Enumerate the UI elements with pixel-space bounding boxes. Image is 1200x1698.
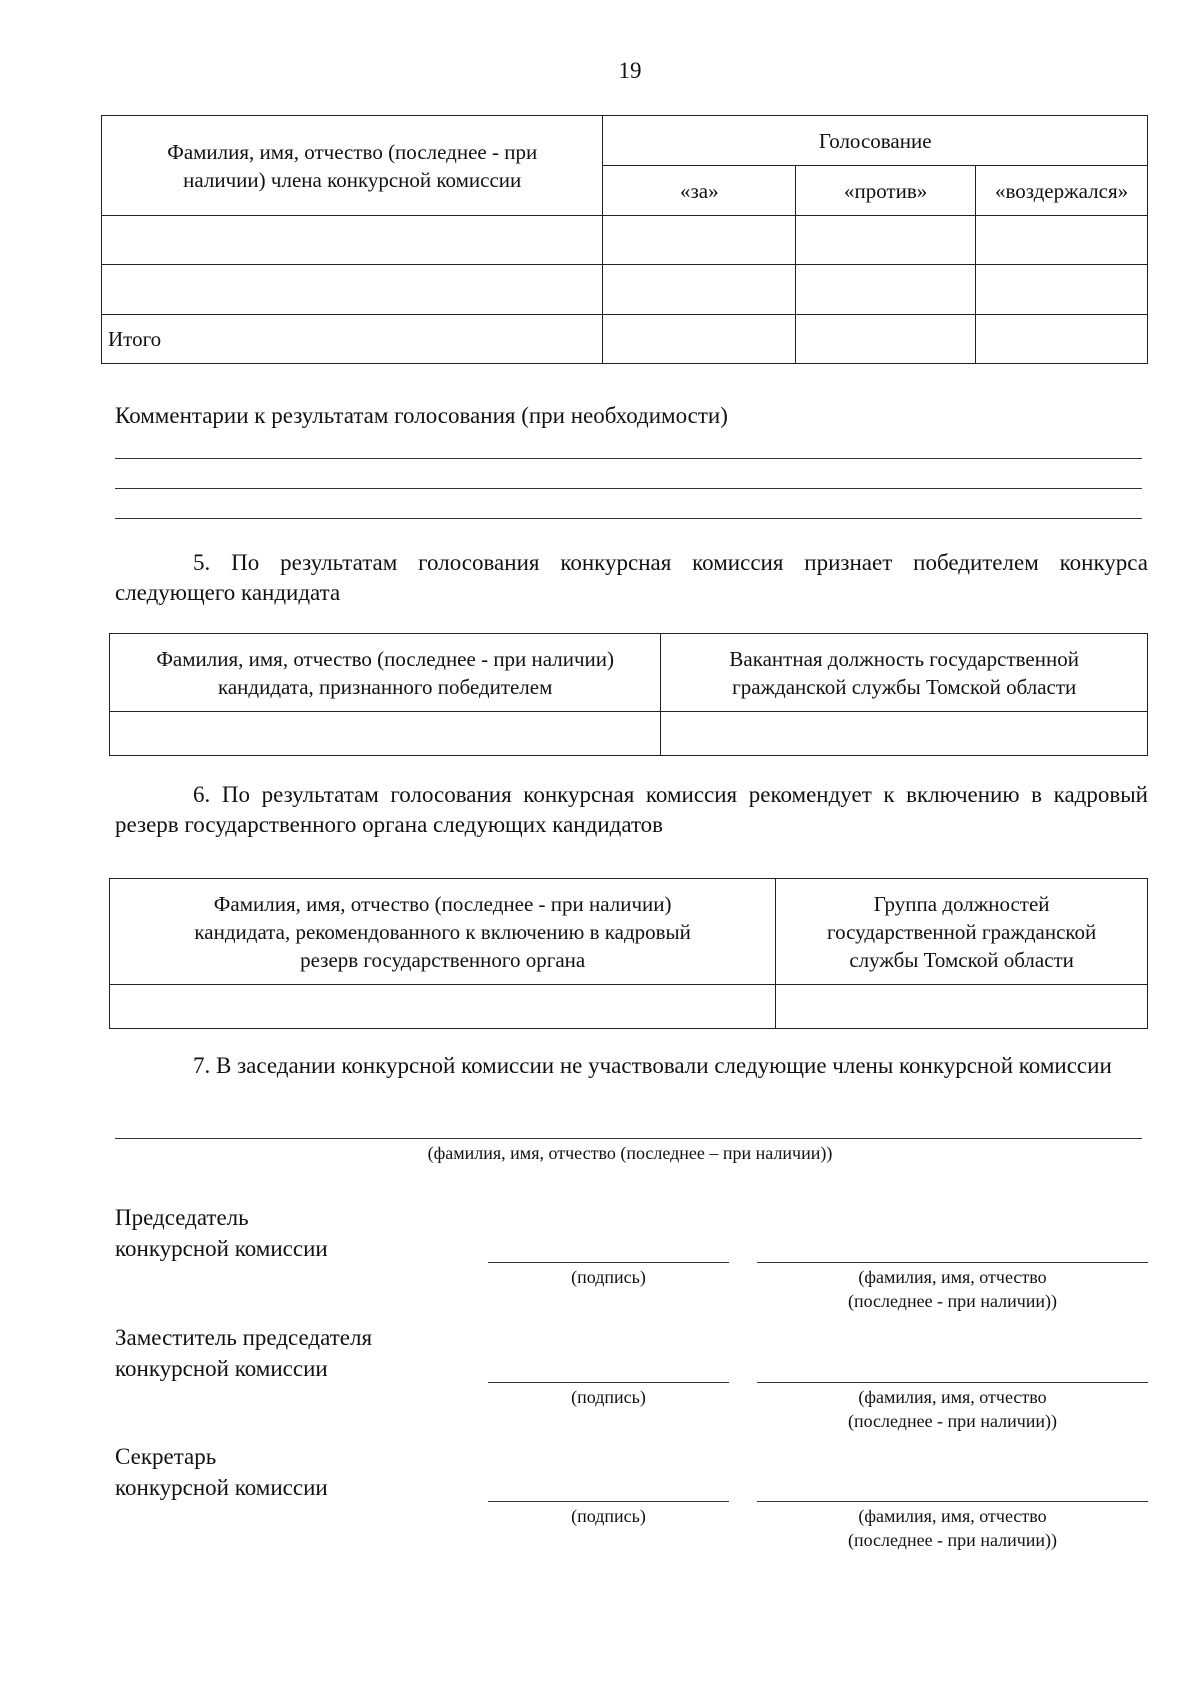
secretary-name-caption-2: (последнее - при наличии)) xyxy=(847,1530,1058,1550)
deputy-signature-caption: (подпись) xyxy=(571,1387,646,1407)
secretary-name-line xyxy=(757,1501,1148,1502)
page-number: 19 xyxy=(618,58,642,83)
secretary-name-caption-1: (фамилия, имя, отчество xyxy=(858,1506,1047,1526)
section7-text: 7. В заседании конкурсной комиссии не участвовали следующие члены конкурсной комиссии xyxy=(193,1053,1112,1078)
deputy-name-caption-1: (фамилия, имя, отчество xyxy=(858,1387,1047,1407)
member-header: Фамилия, имя, отчество (последнее - при наличии) члена конкурсной комиссии xyxy=(102,116,603,216)
section6-text: 6. По результатам голосования конкурсная комиссия рекомендует к включению в кадровый резерв государственного органа следующих кандидатов xyxy=(115,782,1148,837)
comment-line xyxy=(115,488,1142,489)
total-row xyxy=(102,315,1148,364)
table-row xyxy=(110,712,1148,756)
reserve-col1-header: Фамилия, имя, отчество (последнее - при наличии) кандидата, рекомендованного к включению в кадровый резерв государственного органа xyxy=(110,879,776,985)
secretary-title-1: Секретарь xyxy=(115,1444,217,1469)
comments-label: Комментарии к результатам голосования (при необходимости) xyxy=(115,403,728,428)
winner-col2-header: Вакантная должность государственной гражданской службы Томской области xyxy=(661,634,1148,712)
comment-line xyxy=(115,518,1142,519)
col-abstain: «воздержался» xyxy=(976,166,1148,216)
voting-header: Голосование xyxy=(603,116,1148,166)
col-against: «против» xyxy=(796,166,976,216)
winner-table xyxy=(109,633,1148,756)
col-for: «за» xyxy=(603,166,796,216)
reserve-col2-header: Группа должностей государственной гражданской службы Томской области xyxy=(776,879,1148,985)
absent-members-line xyxy=(115,1138,1142,1139)
deputy-title-1: Заместитель председателя xyxy=(115,1325,373,1350)
absent-members-caption: (фамилия, имя, отчество (последнее – при наличии)) xyxy=(427,1143,833,1163)
chairman-name-caption-2: (последнее - при наличии)) xyxy=(847,1291,1058,1311)
reserve-table xyxy=(109,878,1148,1029)
comment-line xyxy=(115,458,1142,459)
chairman-name-line xyxy=(757,1262,1148,1263)
secretary-signature-line xyxy=(488,1501,729,1502)
deputy-title-2: конкурсной комиссии xyxy=(115,1356,328,1381)
table-row xyxy=(102,265,1148,315)
chairman-title-2: конкурсной комиссии xyxy=(115,1236,328,1261)
chairman-title-1: Председатель xyxy=(115,1205,249,1230)
secretary-signature-caption: (подпись) xyxy=(571,1506,646,1526)
deputy-name-line xyxy=(757,1382,1148,1383)
chairman-signature-line xyxy=(488,1262,729,1263)
voting-table xyxy=(101,115,1148,364)
secretary-title-2: конкурсной комиссии xyxy=(115,1475,328,1500)
deputy-name-caption-2: (последнее - при наличии)) xyxy=(847,1411,1058,1431)
deputy-signature-line xyxy=(488,1382,729,1383)
table-row xyxy=(110,985,1148,1029)
table-row xyxy=(102,216,1148,265)
winner-col1-header: Фамилия, имя, отчество (последнее - при наличии) кандидата, признанного победителем xyxy=(110,634,661,712)
total-label: Итого xyxy=(102,315,603,364)
chairman-name-caption-1: (фамилия, имя, отчество xyxy=(858,1267,1047,1287)
chairman-signature-caption: (подпись) xyxy=(571,1267,646,1287)
section5-text: 5. По результатам голосования конкурсная комиссия признает победителем конкурса следующего кандидата xyxy=(115,550,1148,605)
